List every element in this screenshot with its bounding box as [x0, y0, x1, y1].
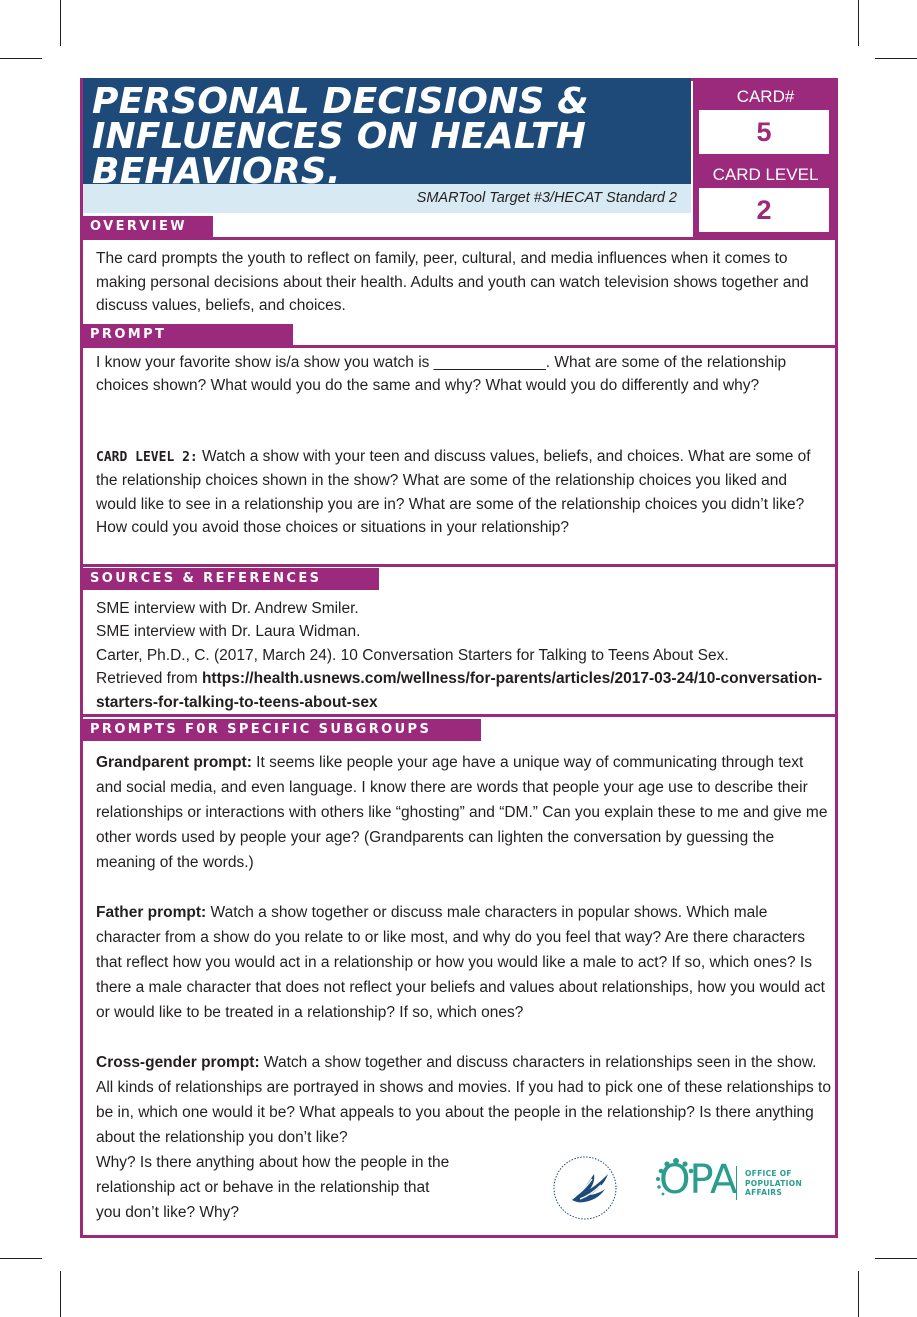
card-number: 5 [698, 109, 830, 155]
page-title: PERSONAL DECISIONS & INFLUENCES ON HEALTH BEHAVIORS. [92, 81, 589, 184]
crop-mark [875, 58, 917, 59]
grandparent-label: Grandparent prompt: [96, 754, 252, 771]
hhs-eagle-seal-icon [548, 1152, 628, 1224]
logos [548, 1152, 828, 1224]
father-text: Watch a show together or discuss male characters in popular shows. Which male character from a show do you relate to or like most, and why do you feel that way? Are there characters that reflect how you would act in a relationship or how you would like a male to act? If so, which ones? Is there a male character that does not reflect your beliefs and values about relationships, how you would act or would like to be treated in a relationship? If so, which ones? [96, 904, 825, 1021]
crop-mark [875, 1258, 917, 1259]
cross-gender-prompt [96, 1050, 831, 1150]
crop-mark [0, 1258, 42, 1259]
overview-heading: OVERVIEW [83, 216, 213, 238]
prompt-level2 [96, 445, 831, 540]
crop-mark [858, 0, 859, 46]
opa-name-line: OFFICE OF [745, 1169, 792, 1178]
cross-gender-text: Watch a show together and discuss characters in relationships seen in the show. All kinds of relationships are portrayed in shows and movies. If you had to pick one of these relationships to be in, which one would it be? What appeals to you about the people in the relationship? Is there anything about the relationship you don’t like? [96, 1054, 831, 1146]
crop-mark [858, 1271, 859, 1317]
opa-name-line: POPULATION [745, 1178, 803, 1188]
cross-gender-tail [96, 1150, 536, 1225]
card-info-panel [693, 78, 838, 240]
title-block [83, 78, 691, 184]
grandparent-text: It seems like people your age have a unique way of communicating through text and social media, and even language. I know there are words that people your age use to describe their relationships or interactions with others like “ghosting” and “DM.” Can you explain these to me and give me other words used by people your age? (Grandparents can lighten the conversation by guessing the meaning of the words.) [96, 754, 828, 871]
subtitle: SMARTool Target #3/HECAT Standard 2 [416, 190, 677, 206]
grandparent-prompt [96, 750, 831, 875]
source-item: Carter, Ph.D., C. (2017, March 24). 10 Conversation Starters for Talking to Teens About Sex. [96, 646, 729, 664]
opa-name [745, 1169, 802, 1198]
card-level: 2 [698, 187, 830, 233]
overview-text: The card prompts the youth to reflect on family, peer, cultural, and media influences when it comes to making personal decisions about their health. Adults and youth can watch television shows together and discuss values, beliefs, and choices. [96, 250, 809, 314]
crop-mark [60, 0, 61, 46]
section-divider [83, 564, 835, 567]
source-item: SME interview with Dr. Laura Widman. [96, 623, 361, 641]
prompt-heading: PROMPT [83, 324, 293, 346]
cross-gender-tail-line: relationship act or behave in the relationship that [96, 1179, 430, 1196]
section-divider [83, 345, 835, 348]
prompt-text: I know your favorite show is/a show you watch is _____________. What are some of the relationship choices shown? What would you do the same and why? What would you do differently and why? [96, 354, 787, 395]
source-retrieved-label: Retrieved from [96, 670, 202, 688]
cross-gender-tail-line: Why? Is there anything about how the people in the [96, 1154, 450, 1171]
cross-gender-label: Cross-gender prompt: [96, 1054, 260, 1071]
sources-list [96, 597, 831, 714]
sources-heading: SOURCES & REFERENCES [83, 568, 379, 590]
source-item: SME interview with Dr. Andrew Smiler. [96, 600, 359, 617]
father-label: Father prompt: [96, 904, 207, 921]
cross-gender-tail-line: you don’t like? Why? [96, 1204, 240, 1221]
subgroups-heading: PROMPTS F0R SPECIFIC SUBGROUPS [83, 719, 481, 741]
opa-divider [736, 1166, 737, 1200]
card-level-2-text: Watch a show with your teen and discuss values, beliefs, and choices. What are some of the relationship choices shown in the show? What are some of the relationship choices you liked and would like to see in a relationship you are in? What are some of the relationship choices you didn’t like? How could you avoid those choices or situations in your relationship? [96, 448, 811, 537]
card-number-label: CARD# [736, 87, 795, 106]
section-divider [83, 237, 835, 240]
crop-mark [60, 1271, 61, 1317]
card-level-label: CARD LEVEL [712, 165, 819, 184]
crop-mark [0, 58, 42, 59]
source-item [96, 667, 831, 714]
father-prompt [96, 900, 831, 1025]
source-url[interactable]: https://health.usnews.com/wellness/for-parents/articles/2017-03-24/10-conversation-starters-for-talking-to-teens-about-sex [96, 670, 823, 711]
opa-name-line: AFFAIRS [745, 1188, 783, 1197]
opa-letters: OPA [659, 1157, 737, 1203]
section-divider [83, 714, 835, 717]
card-level-2-label: CARD LEVEL 2: [96, 450, 198, 465]
subtitle-bar [83, 184, 691, 213]
